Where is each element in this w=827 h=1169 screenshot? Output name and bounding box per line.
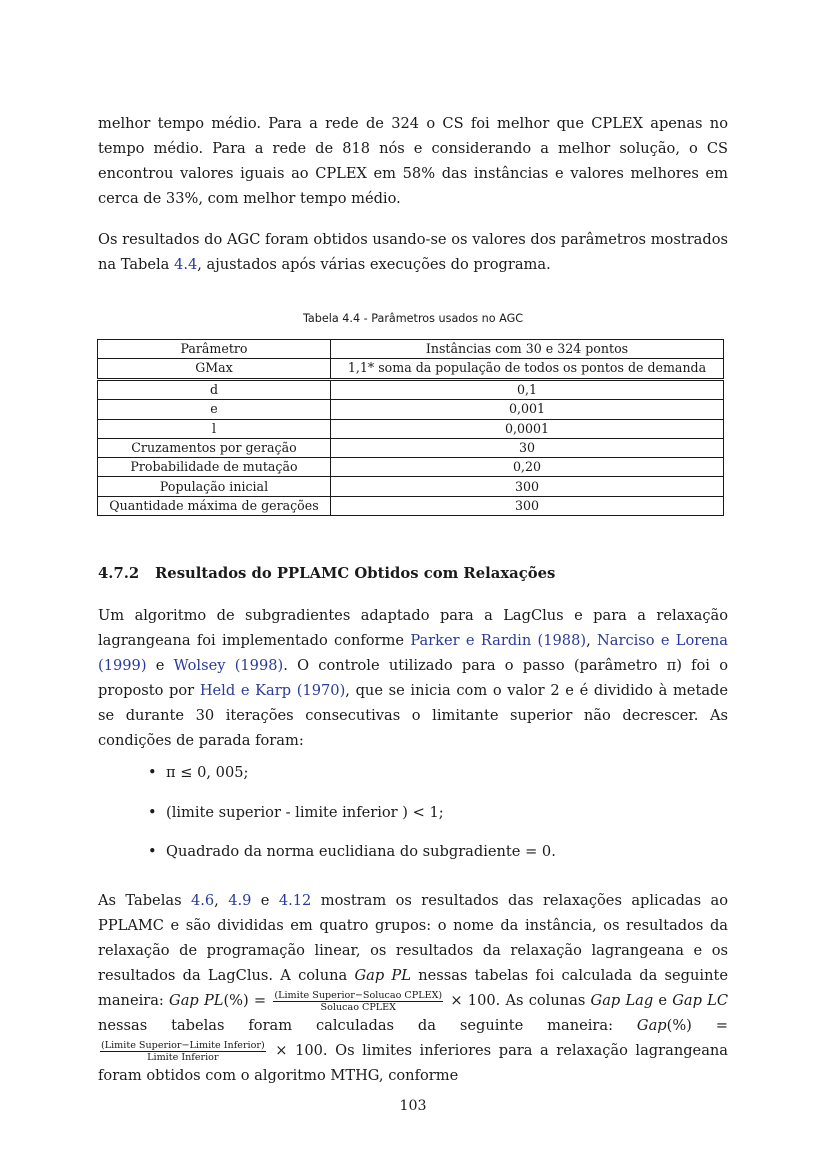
table-cell: 0,20 xyxy=(331,458,724,477)
table-cell: GMax xyxy=(98,359,331,378)
text: , xyxy=(586,632,597,649)
text: nessas tabelas foi calculada da seguinte maneira: xyxy=(98,967,728,1009)
table-caption: Tabela 4.4 - Parâmetros usados no AGC xyxy=(302,312,524,325)
section-heading xyxy=(98,565,555,582)
table-row xyxy=(98,400,724,419)
list-item: • Quadrado da norma euclidiana do subgradiente = 0. xyxy=(148,839,556,879)
paragraph-subgradient xyxy=(98,603,728,753)
gap-term: Gap xyxy=(636,1017,667,1034)
table-cell: Cruzamentos por geração xyxy=(98,438,331,457)
text: e xyxy=(146,657,174,674)
text: , ajustados após várias execuções do programa. xyxy=(197,256,551,273)
text: (%) = xyxy=(666,1017,729,1034)
table-cell: Probabilidade de mutação xyxy=(98,458,331,477)
table-row xyxy=(98,496,724,515)
table-cell: Instâncias com 30 e 324 pontos xyxy=(331,340,724,359)
parameter-table-body xyxy=(97,380,724,516)
table-reference-link[interactable]: 4.9 xyxy=(228,892,252,909)
gap-lc-term: Gap LC xyxy=(672,992,728,1009)
table-cell: e xyxy=(98,400,331,419)
section-title: Resultados do PPLAMC Obtidos com Relaxações xyxy=(155,565,556,582)
table-row xyxy=(98,438,724,457)
table-row xyxy=(98,359,724,378)
parameter-table-header xyxy=(97,339,724,379)
gap-formula xyxy=(100,1040,266,1063)
table-cell: 0,1 xyxy=(331,381,724,400)
text: nessas tabelas foram calculadas da seguinte maneira: xyxy=(98,1017,637,1034)
text: . O controle utilizado para o passo (parâmetro π) foi o proposto por xyxy=(98,657,728,699)
table-cell: 1,1* soma da população de todos os pontos de demanda xyxy=(331,359,724,378)
paragraph-results-summary: melhor tempo médio. Para a rede de 324 o CS foi melhor que CPLEX apenas no tempo médio. Para a rede de 818 nós e considerando a melhor solução, o CS encontrou valores iguais ao CPLEX em 58% das instâncias e valores melhores em cerca de 33%, com melhor tempo médio. xyxy=(98,115,728,207)
text: Um algoritmo de subgradientes adaptado para a LagClus e para a relaxação lagrangeana foi implementado conforme xyxy=(98,607,728,649)
table-cell: 300 xyxy=(331,477,724,496)
section-number: 4.7.2 xyxy=(98,565,140,582)
table-row xyxy=(98,419,724,438)
text: As Tabelas xyxy=(98,892,191,909)
citation-link[interactable]: Narciso e Lorena (1999) xyxy=(98,632,728,674)
gap-pl-term: Gap PL xyxy=(354,967,411,984)
list-item: • π ≤ 0, 005; xyxy=(148,760,556,800)
gap-pl-formula xyxy=(273,990,443,1013)
text: × 100. As colunas xyxy=(445,992,591,1009)
list-item: • (limite superior - limite inferior ) < 1; xyxy=(148,800,556,840)
text: mostram os resultados das relaxações aplicadas ao PPLAMC e são divididas em quatro grupos: o nome da instância, os resultados da relaxação de programação linear, os resultados da relaxação lagrangeana e os resultados da LagClus. A coluna xyxy=(98,892,728,984)
table-reference-link[interactable]: 4.4 xyxy=(174,256,198,273)
formula-denominator: Solucao CPLEX xyxy=(320,1001,397,1013)
table-cell: Parâmetro xyxy=(98,340,331,359)
text: e xyxy=(251,892,279,909)
table-cell: d xyxy=(98,381,331,400)
table-cell: 300 xyxy=(331,496,724,515)
gap-lag-term: Gap Lag xyxy=(590,992,654,1009)
table-reference-link[interactable]: 4.6 xyxy=(190,892,215,909)
table-row xyxy=(98,340,724,359)
text: , que se inicia com o valor 2 e é dividido à metade se durante 30 iterações consecutivas o limitante superior não decrescer. As condições de parada foram: xyxy=(98,682,728,749)
text: e xyxy=(653,992,673,1009)
text: × 100. Os limites inferiores para a relaxação lagrangeana foram obtidos com o algoritmo MTHG, conforme xyxy=(98,1042,728,1084)
paragraph-relaxation-tables xyxy=(98,888,728,1088)
table-cell: Quantidade máxima de gerações xyxy=(98,496,331,515)
citation-link[interactable]: Parker e Rardin (1988) xyxy=(410,632,587,649)
text: Os resultados do AGC foram obtidos usando-se os valores dos parâmetros mostrados na Tabela xyxy=(98,231,728,273)
table-cell: 30 xyxy=(331,438,724,457)
table-cell: l xyxy=(98,419,331,438)
paragraph-agc-intro xyxy=(98,227,728,277)
formula-denominator: Limite Inferior xyxy=(147,1051,219,1063)
text: , xyxy=(214,892,229,909)
citation-link[interactable]: Held e Karp (1970) xyxy=(199,682,346,699)
formula-numerator: (Limite Superior−Limite Inferior) xyxy=(101,1039,265,1051)
gap-pl-term: Gap PL xyxy=(169,992,224,1009)
table-cell: População inicial xyxy=(98,477,331,496)
table-row xyxy=(98,477,724,496)
table-reference-link[interactable]: 4.12 xyxy=(278,892,312,909)
table-cell: 0,0001 xyxy=(331,419,724,438)
table-row xyxy=(98,458,724,477)
page-number: 103 xyxy=(399,1098,427,1114)
table-row xyxy=(98,381,724,400)
text: (%) = xyxy=(223,992,267,1009)
stopping-conditions-list xyxy=(148,760,556,879)
citation-link[interactable]: Wolsey (1998) xyxy=(173,657,284,674)
table-cell: 0,001 xyxy=(331,400,724,419)
formula-numerator: (Limite Superior−Solucao CPLEX) xyxy=(274,989,443,1001)
